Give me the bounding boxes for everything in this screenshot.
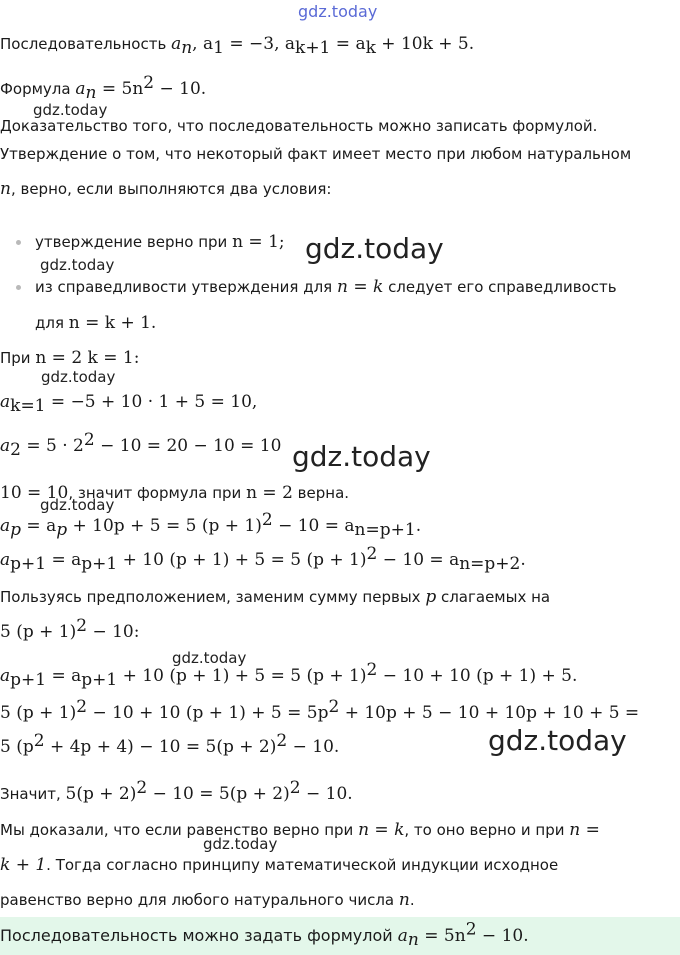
conclusion-text: равенство верно для любого натурального числа n. xyxy=(0,890,415,910)
math-line: $a_{k=1} = -5 + 10 \cdot 1 + 5 = 10$, xyxy=(0,392,258,416)
induction-conditions: n, верно, если выполняются два условия: xyxy=(0,179,332,199)
assumption-text: Пользуясь предположением, заменим сумму первых p слагаемых на xyxy=(0,587,551,607)
base-case-conclusion: 10 = 10, значит формула при n = 2 верна. xyxy=(0,483,350,503)
conclusion-text: k + 1. Тогда согласно принципу математической индукции исходное xyxy=(0,855,559,875)
watermark-small: gdz.today xyxy=(203,835,278,853)
bullet-item-step-cont: для n = k + 1. xyxy=(35,313,157,333)
math-line: 5 $(p^2 + 4p + 4) - 10 = 5(p + 2)^2 - 10$. xyxy=(0,731,340,757)
watermark-small: gdz.today xyxy=(40,256,115,274)
answer-text: Последовательность можно задать формулой $a_n = 5n^2 - 10$. xyxy=(0,919,529,951)
induction-statement: Утверждение о том, что некоторый факт имеет место при любом натуральном xyxy=(0,145,632,163)
math-line: $a_p = a_p + 10p + 5 = 5$ $(p + 1)^2 - 10 = a_{n=p+1}$. xyxy=(0,510,422,540)
watermark-small: gdz.today xyxy=(41,368,116,386)
watermark-small: gdz.today xyxy=(172,649,247,667)
bullet-dot xyxy=(16,285,21,290)
watermark-small: gdz.today xyxy=(40,496,115,514)
watermark-small: gdz.today xyxy=(33,101,108,119)
base-case-label: При n = 2 k = 1: xyxy=(0,348,140,368)
math-line: $a_{p+1} = a_{p+1} + 10$ (p + 1) + 5 = 5 $(p + 1)^2 - 10 = a_{n=p+2}$. xyxy=(0,544,526,574)
math-line: 5 $(p + 1)^2 - 10$: xyxy=(0,616,140,642)
watermark-top: gdz.today xyxy=(298,2,378,21)
math-line: 5 $(p + 1)^2 - 10 + 10$ $(p + 1) + 5 = 5p^2 + 10p + 5 - 10 + 10p + 10 + 5$ = xyxy=(0,697,640,723)
math-line: $a_2 = 5 \cdot 2^2 - 10 = 20 - 10 = 10$ xyxy=(0,430,282,460)
watermark-large: gdz.today xyxy=(292,440,431,473)
sequence-definition: Последовательность $a_n$, $a_1 = -3$, $a_{k+1} = a_k + 10k + 5$. xyxy=(0,34,475,58)
proof-heading: Доказательство того, что последовательность можно записать формулой. xyxy=(0,117,598,135)
therefore-line: Значит, $5(p + 2)^2 - 10 = 5(p + 2)^2 - 10$. xyxy=(0,778,353,804)
bullet-item-base: утверждение верно при n = 1; xyxy=(35,232,285,252)
formula-line: Формула $a_n = 5n^2 - 10$. xyxy=(0,73,207,103)
bullet-dot xyxy=(16,240,21,245)
watermark-large: gdz.today xyxy=(488,724,627,757)
watermark-large: gdz.today xyxy=(305,232,444,265)
conclusion-text: Мы доказали, что если равенство верно при n = k, то оно верно и при n = xyxy=(0,820,600,840)
math-line: $a_{p+1} = a_{p+1} + 10$ (p + 1) + 5 = 5 $(p + 1)^2 - 10 + 10$ (p + 1) + 5. xyxy=(0,660,578,690)
bullet-item-step: из справедливости утверждения для n = k следует его справедливость xyxy=(35,277,617,297)
